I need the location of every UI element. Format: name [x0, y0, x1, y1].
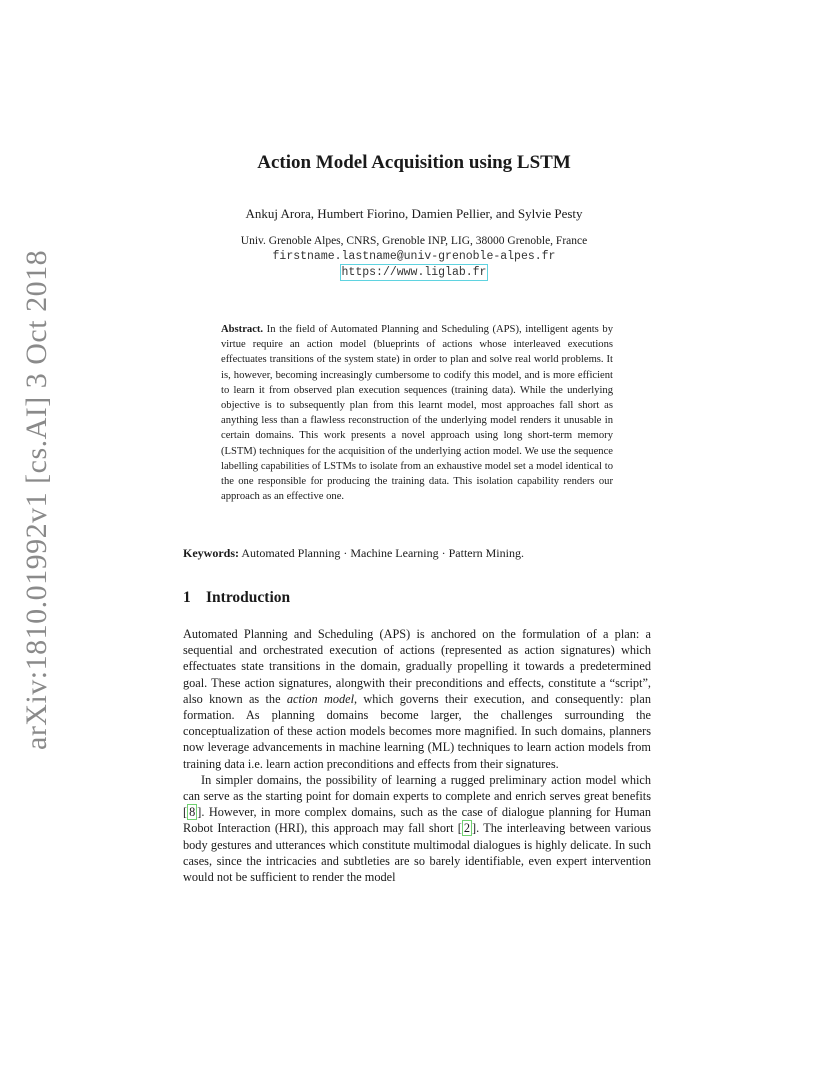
citation-link[interactable]: 8: [189, 805, 196, 820]
affiliation: Univ. Grenoble Alpes, CNRS, Grenoble INP, LIG, 38000 Grenoble, France: [240, 235, 588, 247]
section-number: 1: [183, 589, 191, 606]
paragraph: [183, 626, 651, 772]
emphasis-text: action model: [286, 691, 354, 706]
abstract-label: Abstract.: [221, 324, 264, 335]
arxiv-identifier: [20, 249, 56, 750]
affiliation-block: [0, 234, 828, 281]
abstract-text: In the field of Automated Planning and Scheduling (APS), intelligent agents by virtue require an action model (blueprints of actions whose interleaved executions effectuates transitions of the system state) in order to plan and solve real world problems. It is, however, becoming increasingly cumbersome to codify this model, and is more efficient to learn it from observed plan execution sequences (training data). While the underlying objective is to subsequently plan from this learnt model, most approaches fall short as anything less than a flawless reconstruction of the underlying model renders it unusable in certain domains. This work presents a novel approach using long short-term memory (LSTM) techniques for the acquisition of the underlying action model. We use the sequence labelling capabilities of LSTMs to isolate from an exhaustive model set a model identical to the one responsible for producing the training data. This isolation capability renders our approach as an effective one.: [221, 324, 613, 503]
paragraph-text: Automated Planning and Scheduling (APS) is anchored on the formulation of a plan: a sequential and orchestrated execution of actions (represented as action signatures) which effectuates state transitions in the domain, gradually propelling it towards a predetermined goal. These action signatures, alongwith their preconditions and effects, constitute a “script”, also known as the: [183, 627, 651, 706]
body-text: [183, 626, 651, 885]
keywords-text: Automated Planning · Machine Learning · Pattern Mining.: [241, 546, 524, 560]
email: firstname.lastname@univ-grenoble-alpes.fr: [272, 250, 556, 263]
citation-link[interactable]: 2: [463, 821, 471, 836]
paragraph-text: . The interleaving between various body gestures and utterances which constitute multimodal dialogues is highly delicate. In such cases, since the intricacies and subtleties are so barely identifiable, even expert intervention would not be sufficient to render the model: [183, 821, 651, 885]
author-list: Ankuj Arora, Humbert Fiorino, Damien Pellier, and Sylvie Pesty: [245, 206, 583, 221]
arxiv-identifier-text: arXiv:1810.01992v1 [cs.AI] 3 Oct 2018: [20, 249, 53, 750]
paragraph-text: . However, in more complex domains, such as the case of dialogue planning for Human Robot Interaction (HRI), this approach may fall short: [183, 805, 651, 836]
section-title: Introduction: [206, 589, 291, 606]
keywords-label: Keywords:: [183, 546, 239, 560]
abstract: [221, 322, 613, 504]
paragraph: In simpler domains, the possibility of learning a rugged preliminary action model which can serve as the starting point for domain experts to complete and enrich serves great benefits [ 8 ]. However, in more complex domains, such as the case of dialogue planning for Human Robot Interaction (HRI), this approach may fall short [ 2 ]. The interleaving between various body gestures and utterances which constitute multimodal dialogues is highly delicate. In such cases, since the intricacies and subtleties are so barely identifiable, even expert intervention would not be sufficient to render the model: [183, 772, 651, 885]
paragraph-text: In simpler domains, the possibility of learning a rugged preliminary action model which can serve as the starting point for domain experts to complete and enrich serves great benefits: [183, 772, 651, 804]
lab-url-link[interactable]: https://www.liglab.fr: [341, 266, 487, 279]
section-heading: [183, 589, 290, 607]
keywords: [183, 546, 653, 561]
paragraph-text: , which governs their execution, and consequently: plan formation. As planning domains become larger, the challenges surrounding the conceptualization of these action models becomes more magnified. In such domains, planners now leverage advancements in machine learning (ML) techniques to learn action models from training data i.e. learn action preconditions and effects from their signatures.: [183, 691, 651, 771]
paper-title: Action Model Acquisition using LSTM: [257, 152, 571, 173]
